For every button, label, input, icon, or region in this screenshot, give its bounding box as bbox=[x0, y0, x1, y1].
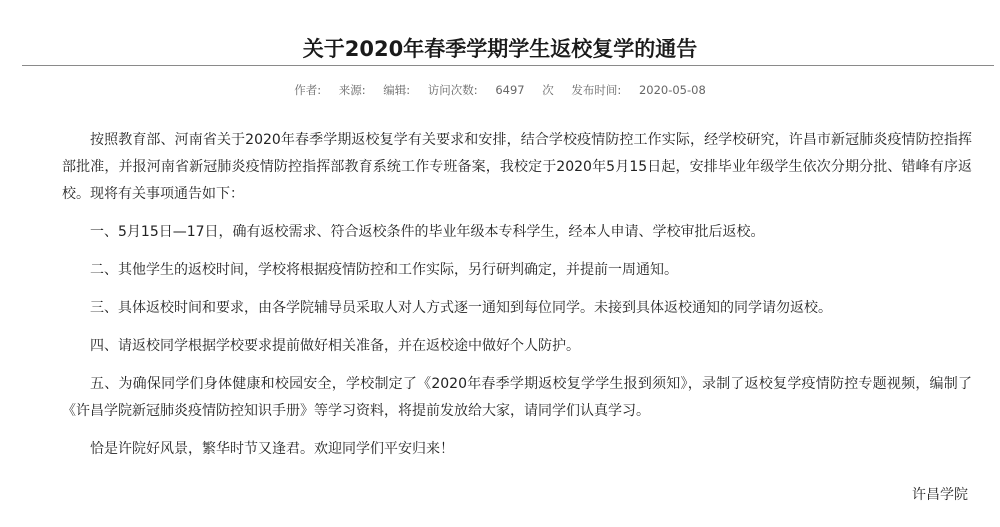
article-meta bbox=[0, 82, 1000, 98]
author-label: 作者: bbox=[294, 83, 322, 97]
title-divider bbox=[22, 65, 994, 66]
paragraph-item-3: 三、具体返校时间和要求，由各学院辅导员采取人对人方式逐一通知到每位同学。未接到具体返校通知的同学请勿返校。 bbox=[90, 300, 832, 316]
paragraph-intro: 按照教育部、河南省关于2020年春季学期返校复学有关要求和安排，结合学校疫情防控工作实际，经学校研究，许昌市新冠肺炎疫情防控指挥部批准，并报河南省新冠肺炎疫情防控指挥部教育系统工作专班备案，我校定于2020年5月15日起，安排毕业年级学生依次分期分批、错峰有序返校。现将有关事项通告如下： bbox=[62, 132, 972, 202]
publish-date bbox=[571, 83, 705, 97]
paragraph-item-5: 五、为确保同学们身体健康和校园安全，学校制定了《2020年春季学期返校复学学生报到须知》，录制了返校复学疫情防控专题视频，编制了《许昌学院新冠肺炎疫情防控知识手册》等学习资料，将提前发放给大家，请同学们认真学习。 bbox=[62, 376, 972, 419]
visits-unit: 次 bbox=[542, 83, 554, 97]
page-title: 关于2020年春季学期学生返校复学的通告 bbox=[302, 37, 698, 62]
editor-label: 编辑: bbox=[383, 83, 411, 97]
publish-value: 2020-05-08 bbox=[638, 83, 706, 97]
paragraph-item-1: 一、5月15日—17日，确有返校需求、符合返校条件的毕业年级本专科学生，经本人申请、学校审批后返校。 bbox=[90, 224, 765, 240]
source-label: 来源: bbox=[338, 83, 366, 97]
article-body bbox=[62, 127, 972, 463]
paragraph-item-4: 四、请返校同学根据学校要求提前做好相关准备，并在返校途中做好个人防护。 bbox=[90, 338, 580, 354]
visits-label-text: 访问次数: bbox=[427, 83, 478, 97]
visits-label bbox=[428, 83, 525, 97]
signature: 许昌学院 bbox=[912, 487, 968, 503]
publish-label: 发布时间: bbox=[571, 83, 622, 97]
paragraph-closing: 恰是许院好风景，繁华时节又逢君。欢迎同学们平安归来！ bbox=[90, 441, 454, 457]
visits-value: 6497 bbox=[495, 83, 525, 97]
paragraph-item-2: 二、其他学生的返校时间，学校将根据疫情防控和工作实际，另行研判确定，并提前一周通知。 bbox=[90, 262, 678, 278]
